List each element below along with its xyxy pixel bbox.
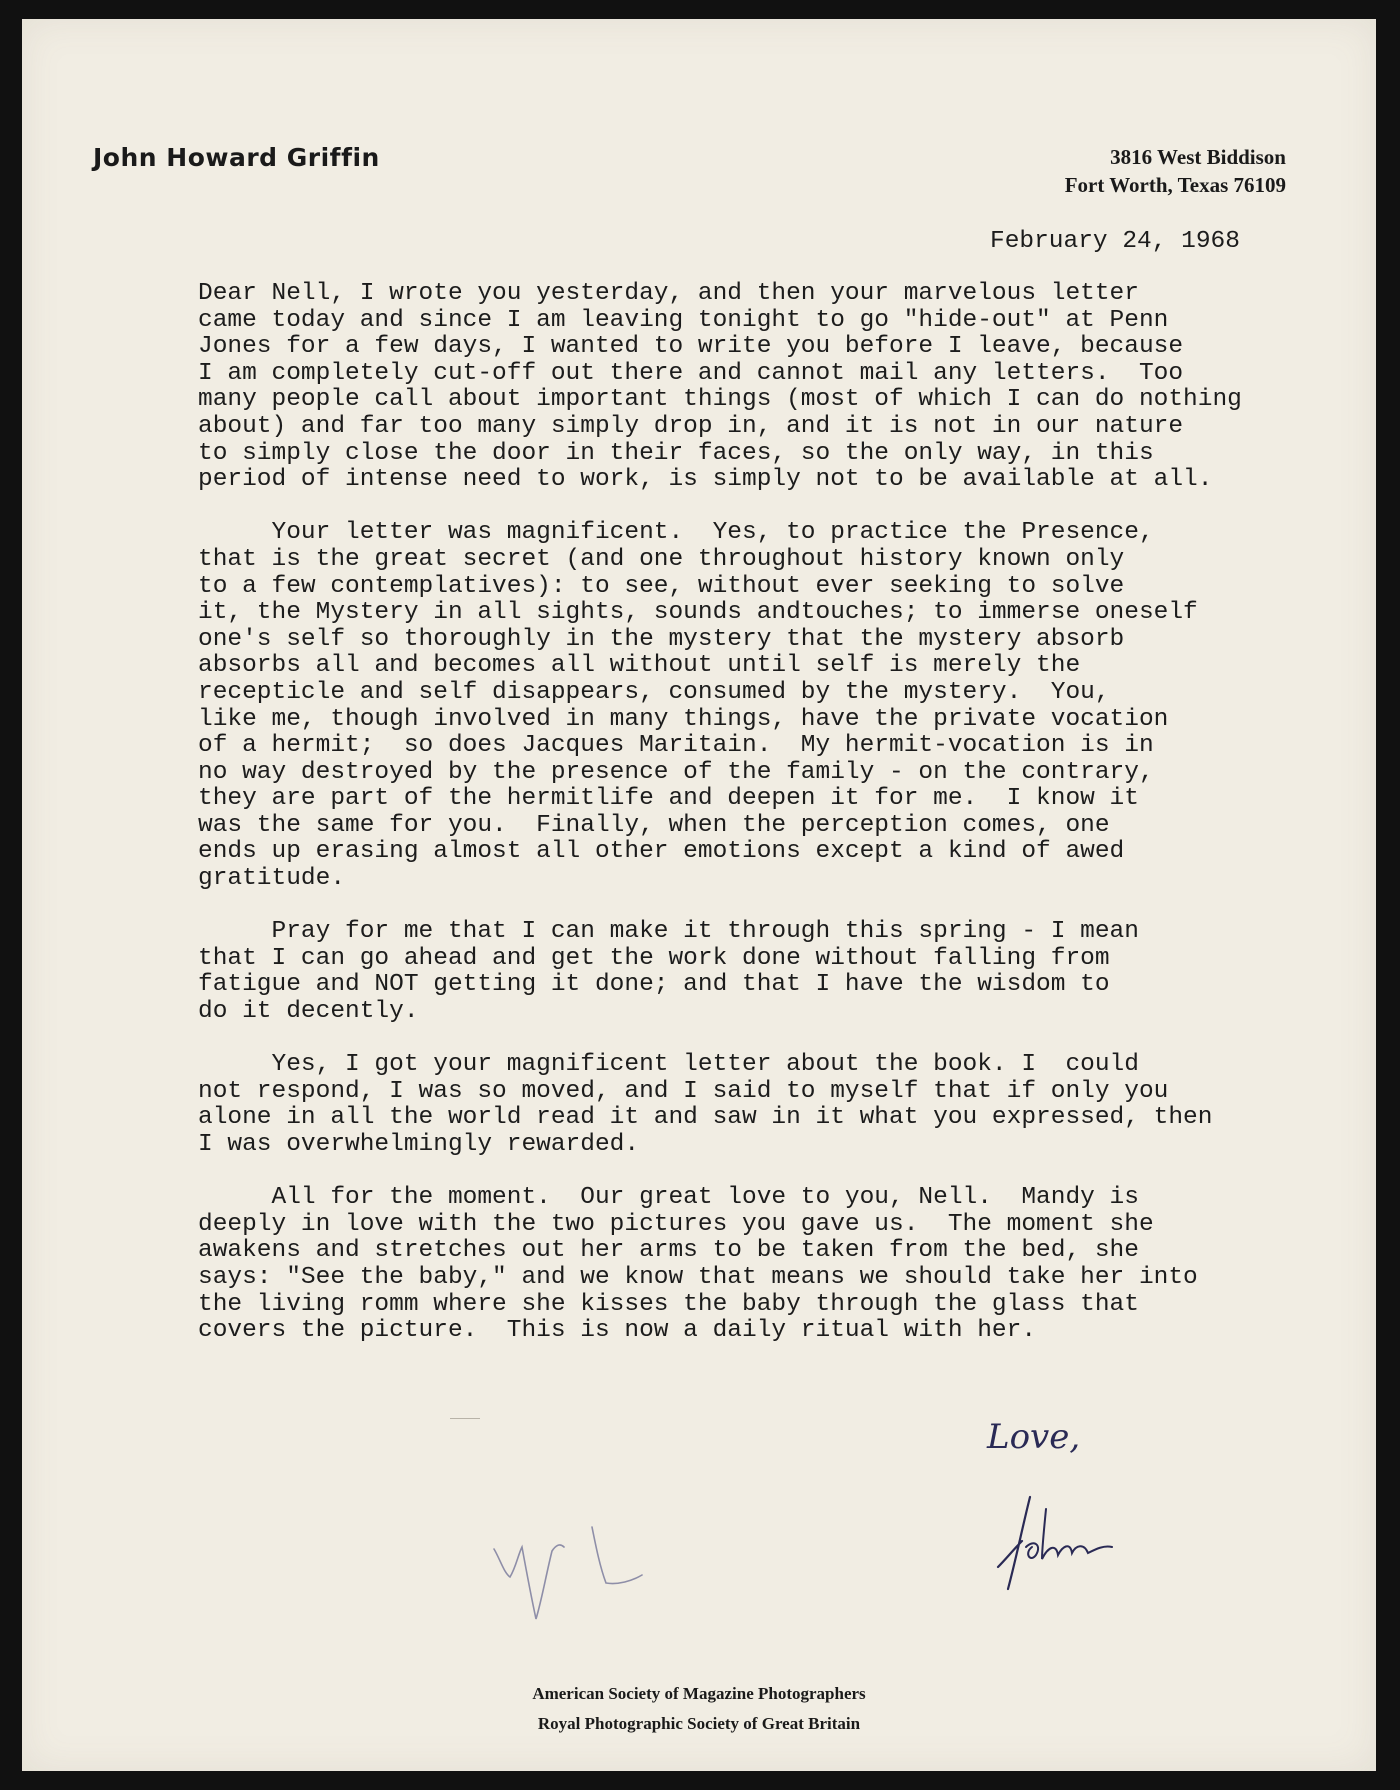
body-line: deeply in love with the two pictures you gave us. The moment she [198,1210,1154,1238]
body-line: that I can go ahead and get the work done without falling from [198,944,1110,972]
pencil-scribble [492,1519,712,1639]
body-line: fatigue and NOT getting it done; and that I have the wisdom to [198,971,1110,999]
body-line: the living romm where she kisses the baby through the glass that [198,1290,1139,1318]
body-line: no way destroyed by the presence of the family - on the contrary, [198,758,1154,786]
body-line: Yes, I got your magnificent letter about the book. I could [198,1051,1139,1079]
body-line: I am completely cut-off out there and cannot mail any letters. Too [198,359,1184,387]
letter-body [198,281,1358,1371]
body-line: Pray for me that I can make it through this spring - I mean [198,918,1139,946]
stray-mark [450,1418,480,1419]
body-line: it, the Mystery in all sights, sounds andtouches; to immerse oneself [198,599,1198,627]
body-line: All for the moment. Our great love to you, Nell. Mandy is [198,1184,1139,1212]
address-line-street: 3816 West Biddison [1110,145,1286,169]
letterhead-name: John Howard Griffin [93,143,380,172]
letter-page [22,19,1376,1771]
letter-date: February 24, 1968 [990,228,1240,255]
paragraph-1 [198,281,1358,494]
letterhead-footer [22,1679,1376,1739]
body-line: Dear Nell, I wrote you yesterday, and then your marvelous letter [198,280,1139,307]
body-line: like me, though involved in many things, have the private vocation [198,705,1169,733]
body-line: recepticle and self disappears, consumed by the mystery. You, [198,678,1110,706]
paragraph-3 [198,919,1358,1025]
signature-john [992,1489,1132,1599]
body-line: one's self so thoroughly in the mystery that the mystery absorb [198,625,1125,653]
footer-affiliation-asmp: American Society of Magazine Photographers [532,1684,866,1703]
body-line: gratitude. [198,865,346,893]
body-line: ends up erasing almost all other emotions except a kind of awed [198,838,1125,866]
body-line: Jones for a few days, I wanted to write you before I leave, because [198,333,1184,361]
footer-affiliation-rps: Royal Photographic Society of Great Britain [537,1714,861,1733]
body-line: awakens and stretches out her arms to be taken from the bed, she [198,1237,1139,1265]
body-line: I was overwhelmingly rewarded. [198,1131,640,1158]
closing-love: Love, [987,1417,1081,1457]
body-line: to a few contemplatives): to see, without ever seeking to solve [198,572,1125,600]
paragraph-2 [198,520,1358,892]
body-line: of a hermit; so does Jacques Maritain. My hermit-vocation is in [198,732,1154,760]
paragraph-5 [198,1185,1358,1345]
body-line: do it decently. [198,998,419,1026]
body-line: many people call about important things (most of which I can do nothing [198,386,1242,414]
body-line: they are part of the hermitlife and deepen it for me. I know it [198,785,1139,813]
body-line: period of intense need to work, is simply not to be available at all. [198,466,1213,494]
address-line-city: Fort Worth, Texas 76109 [1064,173,1286,197]
body-line: says: "See the baby," and we know that means we should take her into [198,1263,1198,1291]
body-line: came today and since I am leaving tonight to go "hide-out" at Penn [198,306,1169,334]
body-line: about) and far too many simply drop in, and it is not in our nature [198,412,1184,440]
letterhead-address [1065,143,1286,199]
body-line: was the same for you. Finally, when the perception comes, one [198,811,1110,839]
body-line: absorbs all and becomes all without until self is merely the [198,652,1081,680]
paragraph-4 [198,1052,1358,1158]
body-line: covers the picture. This is now a daily ritual with her. [198,1317,1037,1345]
body-line: that is the great secret (and one throughout history known only [198,545,1125,573]
body-line: alone in all the world read it and saw in it what you expressed, then [198,1104,1213,1132]
body-line: to simply close the door in their faces, so the only way, in this [198,439,1154,467]
body-line: Your letter was magnificent. Yes, to practice the Presence, [198,519,1154,547]
body-line: not respond, I was so moved, and I said to myself that if only you [198,1077,1169,1105]
